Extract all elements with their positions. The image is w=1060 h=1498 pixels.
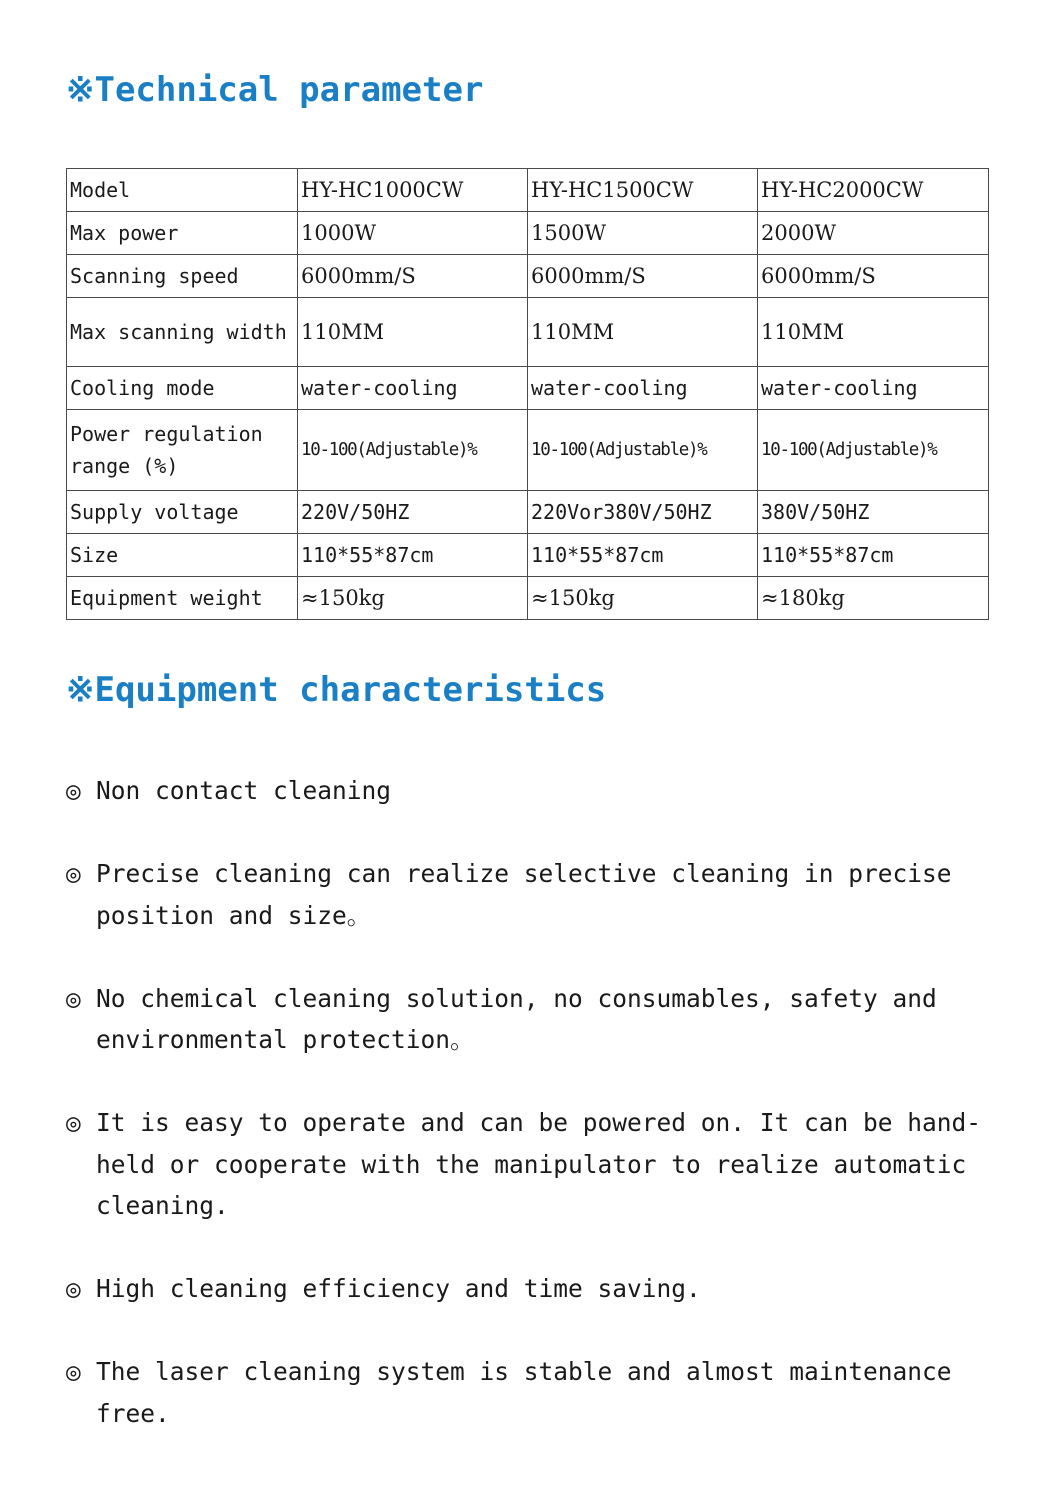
table-cell: 1500W: [528, 212, 758, 255]
table-cell: 220V/50HZ: [298, 491, 528, 534]
row-label-supply-voltage: Supply voltage: [67, 491, 298, 534]
feature-list: [66, 770, 1026, 1476]
table-cell: 110*55*87cm: [528, 534, 758, 577]
table-cell: 6000mm/S: [298, 255, 528, 298]
row-label-max-power: Max power: [67, 212, 298, 255]
feature-text: No chemical cleaning solution, no consumables, safety and environmental protection。: [96, 983, 937, 1054]
list-item: [66, 1268, 1026, 1310]
table-cell: 110MM: [758, 298, 989, 367]
equipment-characteristics-heading: ※Equipment characteristics: [66, 670, 607, 710]
list-item: [66, 1351, 1026, 1434]
table-cell: water-cooling: [758, 367, 989, 410]
list-item: [66, 1102, 1026, 1227]
row-label-equipment-weight: Equipment weight: [67, 577, 298, 620]
table-row: [67, 255, 989, 298]
table-cell: HY-HC1500CW: [528, 169, 758, 212]
list-item: [66, 978, 1026, 1061]
double-circle-bullet-icon: ◎: [66, 1108, 81, 1137]
table-cell: 110MM: [528, 298, 758, 367]
row-label-max-scanning-width: Max scanning width: [67, 298, 298, 367]
table-row: [67, 367, 989, 410]
table-cell: 2000W: [758, 212, 989, 255]
row-label-model: Model: [67, 169, 298, 212]
table-cell: ≈150kg: [298, 577, 528, 620]
technical-parameter-heading: ※Technical parameter: [66, 70, 484, 110]
table-cell: 110*55*87cm: [758, 534, 989, 577]
feature-text: The laser cleaning system is stable and almost maintenance free.: [96, 1357, 952, 1428]
row-label-power-regulation-range: Power regulation range (%): [67, 410, 298, 491]
table-row: [67, 169, 989, 212]
double-circle-bullet-icon: ◎: [66, 1357, 81, 1386]
table-row: [67, 298, 989, 367]
row-label-size: Size: [67, 534, 298, 577]
technical-parameter-table: [66, 168, 989, 620]
table-row: [67, 212, 989, 255]
table-cell: 10-100(Adjustable)%: [528, 410, 758, 491]
table-cell: HY-HC2000CW: [758, 169, 989, 212]
double-circle-bullet-icon: ◎: [66, 983, 81, 1013]
table-cell: 10-100(Adjustable)%: [298, 410, 528, 491]
row-label-cooling-mode: Cooling mode: [67, 367, 298, 410]
table-row: [67, 410, 989, 491]
table-cell: 1000W: [298, 212, 528, 255]
table-row: [67, 577, 989, 620]
feature-text: High cleaning efficiency and time saving.: [96, 1274, 701, 1303]
table-cell: 6000mm/S: [758, 255, 989, 298]
table-cell: water-cooling: [528, 367, 758, 410]
list-item: [66, 853, 1026, 936]
table-cell: 110MM: [298, 298, 528, 367]
table-cell: water-cooling: [298, 367, 528, 410]
feature-text: It is easy to operate and can be powered on. It can be hand-held or cooperate with the manipulator to realize automatic cleaning.: [96, 1108, 982, 1220]
feature-text: Non contact cleaning: [96, 776, 392, 805]
table-cell: 10-100(Adjustable)%: [758, 410, 989, 491]
table-row: [67, 534, 989, 577]
table-cell: HY-HC1000CW: [298, 169, 528, 212]
double-circle-bullet-icon: ◎: [66, 776, 81, 805]
table-row: [67, 491, 989, 534]
table-cell: 6000mm/S: [528, 255, 758, 298]
row-label-scanning-speed: Scanning speed: [67, 255, 298, 298]
table-cell: 380V/50HZ: [758, 491, 989, 534]
list-item: [66, 770, 1026, 812]
double-circle-bullet-icon: ◎: [66, 859, 81, 888]
table-cell: ≈180kg: [758, 577, 989, 620]
table-cell: 110*55*87cm: [298, 534, 528, 577]
double-circle-bullet-icon: ◎: [66, 1274, 81, 1303]
table-cell: ≈150kg: [528, 577, 758, 620]
feature-text: Precise cleaning can realize selective cleaning in precise position and size。: [96, 859, 952, 930]
table-cell: 220Vor380V/50HZ: [528, 491, 758, 534]
